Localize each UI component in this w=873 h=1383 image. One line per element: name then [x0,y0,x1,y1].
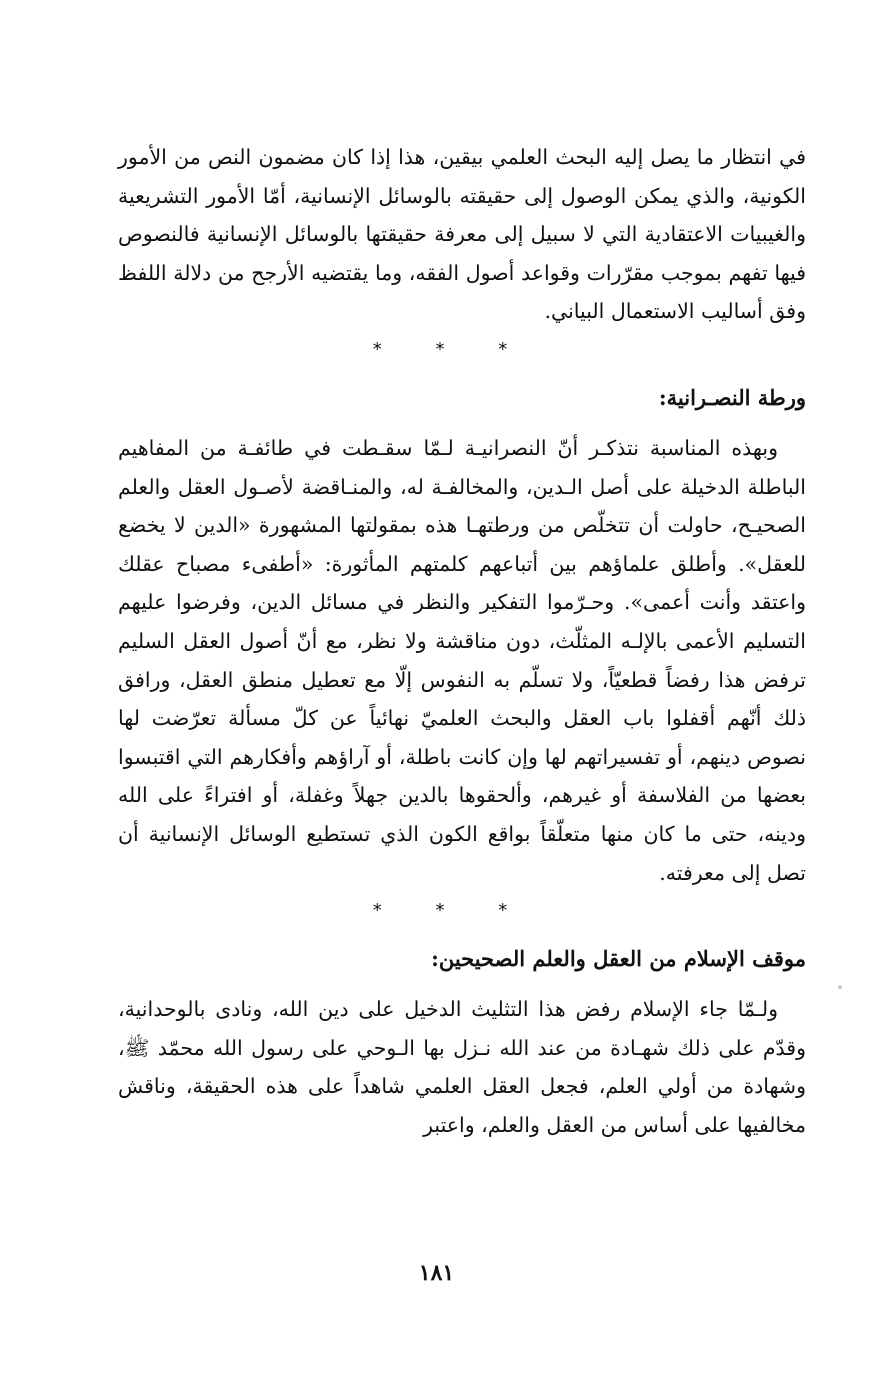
section-heading-christianity: ورطة النصـرانية: [658,384,806,410]
christianity-paragraph: وبهذه المناسبة نتذكـر أنّ النصرانيـة لـمّا سقـطت في طائفـة من المفاهيم الباطلة الدخيلة على أصل الـدين، والمخالفـة له، والمنـاقضة لأصـول العقل والعلم الصحيـح، حاولت أن تتخلّص من ورطتهـا هذه بمقولتها المشهورة «الدين لا يخضع للعقل». وأطلق علماؤهم بين أتباعهم كلمتهم المأثورة: «أطفىء مصباح عقلك واعتقد وأنت أعمى». وحـرّموا التفكير والنظر في مسائل الدين، وفرضوا عليهم التسليم الأعمى بالإلـه المثلّث، دون مناقشة ولا نظر، مع أنّ أصول العقل السليم ترفض هذا رفضاً قطعيّاً، ولا تسلّم به النفوس إلّا مع تعطيل منطق العقل، ورافق ذلك أنّهم أقفلوا باب العقل والبحث العلميّ نهائياً عن كلّ مسألة تعرّضت لها نصوص دينهم، أو تفسيراتهم لها وإن كانت باطلة، أو آراؤهم وأفكارهم التي اقتبسوا بعضها من الفلاسفة أو غيرهم، وألحقوها بالدين جهلاً وغفلة، أو افتراءً على الله ودينه، حتى ما كان منها متعلّقاً بواقع الكون الذي تستطيع الوسائل الإنسانية أن تصل إلى معرفته. [118,435,806,885]
page-number: ١٨١ [418,1260,455,1286]
opening-paragraph: في انتظار ما يصل إليه البحث العلمي بيقين، هذا إذا كان مضمون النص من الأمور الكونية، والذي يمكن الوصول إلى حقيقته بالوسائل الإنسانية، أمّا الأمور التشريعية والغيبيات الاعتقادية التي لا سبيل إلى معرفة حقيقتها بالوسائل الإنسانية فالنصوص فيها تفهم بموجب مقرّرات وقواعد أصول الفقه، وما يقتضيه الأرجح من دلالة اللفظ وفق أساليب الاستعمال البياني. [118,145,806,324]
margin-speck [838,985,842,989]
islam-paragraph: ولـمّا جاء الإسلام رفض هذا التثليث الدخيل على دين الله، ونادى بالوحدانية، وقدّم على ذلك شهـادة من عند الله نـزل بها الـوحي على رسول الله محمّد ﷺ، وشهادة من أولي العلم، فجعل العقل العلمي شاهداً على هذه الحقيقة، وناقش مخالفيها على أساس من العقل والعلم، واعتبر [118,997,806,1137]
section-separator: * * * [372,900,532,922]
section-separator: * * * [372,338,532,360]
section-heading-islam: موقف الإسلام من العقل والعلم الصحيحين: [431,946,806,972]
page-body [118,138,806,1144]
